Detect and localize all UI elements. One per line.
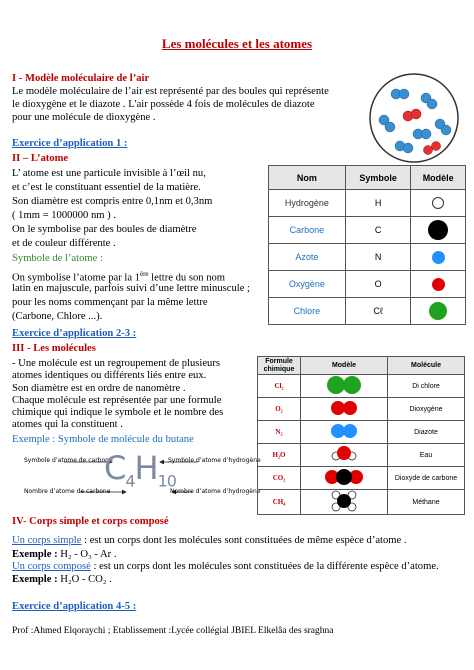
label-carbon-symbol: Symbole d’atome de carbone [24, 457, 113, 464]
molecule-table [257, 356, 465, 515]
section-1-text-2: le dioxygène et le diazote . L'air possède 4 fois de molécules de diazote [12, 99, 315, 110]
table-row [269, 298, 466, 325]
table-row [269, 190, 466, 217]
label-carbon-count: Nombre d’atome de carbone [24, 488, 111, 495]
atom-symbol: N [345, 244, 411, 271]
section-2-heading: II – L’atome [12, 153, 69, 164]
molecule-name: Di chlore [388, 375, 465, 398]
dinitrogen-model [314, 421, 374, 441]
air-model-illustration [366, 72, 462, 164]
atom-table-header-name: Nom [269, 166, 346, 190]
hydrogen-letter: H [134, 449, 158, 487]
atom-table-header-model: Modèle [411, 166, 466, 190]
atom-symbol: H [345, 190, 411, 217]
exercise-1-link[interactable]: Exercice d’application 1 : [12, 138, 128, 149]
section-1-text-1: Le modèle moléculaire de l’air est représenté par des boules qui représente [12, 86, 329, 97]
exercise-2-3-link[interactable]: Exercice d’application 2-3 : [12, 328, 137, 339]
molecule-name: Eau [388, 444, 465, 467]
atom-symbol: O [345, 271, 411, 298]
section-3-text-2: atomes identiques ou différents liés entre eux. [12, 370, 207, 381]
chlorine-atom-model [429, 302, 447, 320]
label-hydrogen-symbol: Symbole d’atome d’hydrogène [168, 457, 261, 464]
atom-name: Hydrogène [269, 190, 346, 217]
symbol-heading: Symbole de l’atome : [12, 253, 103, 264]
atom-symbol: C [345, 217, 411, 244]
molecule-formula: CH₄ [258, 490, 301, 515]
label-hydrogen-count: Nombre d’atome d’hydrogène [170, 488, 261, 495]
table-row [269, 271, 466, 298]
section-1-text-3: pour une molécule de dioxygène . [12, 112, 156, 123]
table-row [258, 375, 465, 398]
section-3-text-6: atomes qui la constituent . [12, 419, 123, 430]
section-3-heading: III - Les molécules [12, 343, 96, 354]
molecule-formula: O₂ [258, 398, 301, 421]
atom-table [268, 165, 466, 325]
section-2-text-5: On le symbolise par des boules de diamètre [12, 224, 197, 235]
symbol-text-1: On symbolise l’atome par la 1ère lettre du son nom [12, 270, 226, 284]
methane-model [314, 490, 374, 512]
dichlorine-model [314, 375, 374, 395]
nitrogen-atom-model [432, 251, 445, 264]
simple-body-definition: Un corps simple : est un corps dont les molécules sont constituées de même espèce d’atome . [12, 535, 407, 546]
section-2-text-6: et de couleur différente . [12, 238, 116, 249]
section-4-heading: IV- Corps simple et corps composé [12, 516, 169, 527]
carbon-subscript: 4 [125, 471, 135, 491]
section-2-text-4: ( 1mm = 1000000 nm ) . [12, 210, 116, 221]
molecule-formula: N₂ [258, 421, 301, 444]
atom-symbol: Cℓ [345, 298, 411, 325]
section-3-text-3: Son diamètre est en ordre de nanomètre . [12, 383, 186, 394]
section-2-text-2: et c’est le constituant essentiel de la matière. [12, 182, 201, 193]
section-3-text-5: chimique qui indique le symbole et le nombre des [12, 407, 224, 418]
molecule-name: Méthane [388, 490, 465, 515]
carbon-atom-model [428, 220, 448, 240]
table-row [258, 398, 465, 421]
symbol-text-2: latin en majuscule, parfois suivi d’une lettre minuscule ; [12, 283, 251, 294]
molecule-name: Dioxygène [388, 398, 465, 421]
carbon-letter: C [104, 449, 126, 487]
compound-body-term: Un corps composé [12, 561, 91, 572]
table-row [258, 490, 465, 515]
carbon-dioxide-model [314, 467, 374, 487]
butane-formula [104, 450, 176, 499]
section-3-text-4: Chaque molécule est représentée par une formule [12, 395, 222, 406]
atom-name: Azote [269, 244, 346, 271]
simple-body-term: Un corps simple [12, 535, 82, 546]
molecule-name: Dioxyde de carbone [388, 467, 465, 490]
section-1-heading: I - Modèle moléculaire de l’air [12, 73, 150, 84]
water-model [314, 444, 374, 464]
section-2-text-3: Son diamètre est compris entre 0,1nm et 0,3nm [12, 196, 213, 207]
compound-body-definition: Un corps composé : est un corps dont les molécules sont constituées de la différente espèce d’atome. [12, 561, 439, 572]
mol-table-header-formula: Formule chimique [258, 357, 301, 375]
molecule-formula: CO₂ [258, 467, 301, 490]
symbol-text-4: (Carbone, Chlore ...). [12, 311, 103, 322]
table-row [258, 467, 465, 490]
table-row [258, 421, 465, 444]
molecule-name: Diazote [388, 421, 465, 444]
atom-name: Chlore [269, 298, 346, 325]
mol-table-header-molecule: Molécule [388, 357, 465, 375]
molecule-formula: H₂O [258, 444, 301, 467]
atom-name: Carbone [269, 217, 346, 244]
compound-body-example: Exemple : H₂O - CO₂ . [12, 574, 112, 585]
atom-table-header-symbol: Symbole [345, 166, 411, 190]
table-row [269, 217, 466, 244]
section-2-text-1: L’ atome est une particule invisible à l’œil nu, [12, 168, 206, 179]
page-title: Les molécules et les atomes [161, 36, 313, 51]
butane-example-heading: Exemple : Symbole de molécule du butane [12, 434, 194, 445]
section-3-text-1: - Une molécule est un regroupement de plusieurs [12, 358, 220, 369]
molecule-formula: Cl₂ [258, 375, 301, 398]
exercise-4-5-link[interactable]: Exercice d’application 4-5 : [12, 601, 137, 612]
hydrogen-atom-model [432, 197, 444, 209]
symbol-text-3: pour les noms commençant par la même lettre [12, 297, 208, 308]
hydrogen-subscript: 10 [157, 471, 176, 491]
mol-table-header-model: Modèle [301, 357, 388, 375]
footer-credit: Prof :Ahmed Elqoraychi ; Etablissement :Lycée collégial JBIEL Elkelâa des sraghna [12, 626, 334, 636]
table-row [258, 444, 465, 467]
oxygen-atom-model [432, 278, 445, 291]
atom-name: Oxygène [269, 271, 346, 298]
dioxygen-model [314, 398, 374, 418]
simple-body-example: Exemple : H₂ - O₃ - Ar . [12, 549, 117, 560]
table-row [269, 244, 466, 271]
